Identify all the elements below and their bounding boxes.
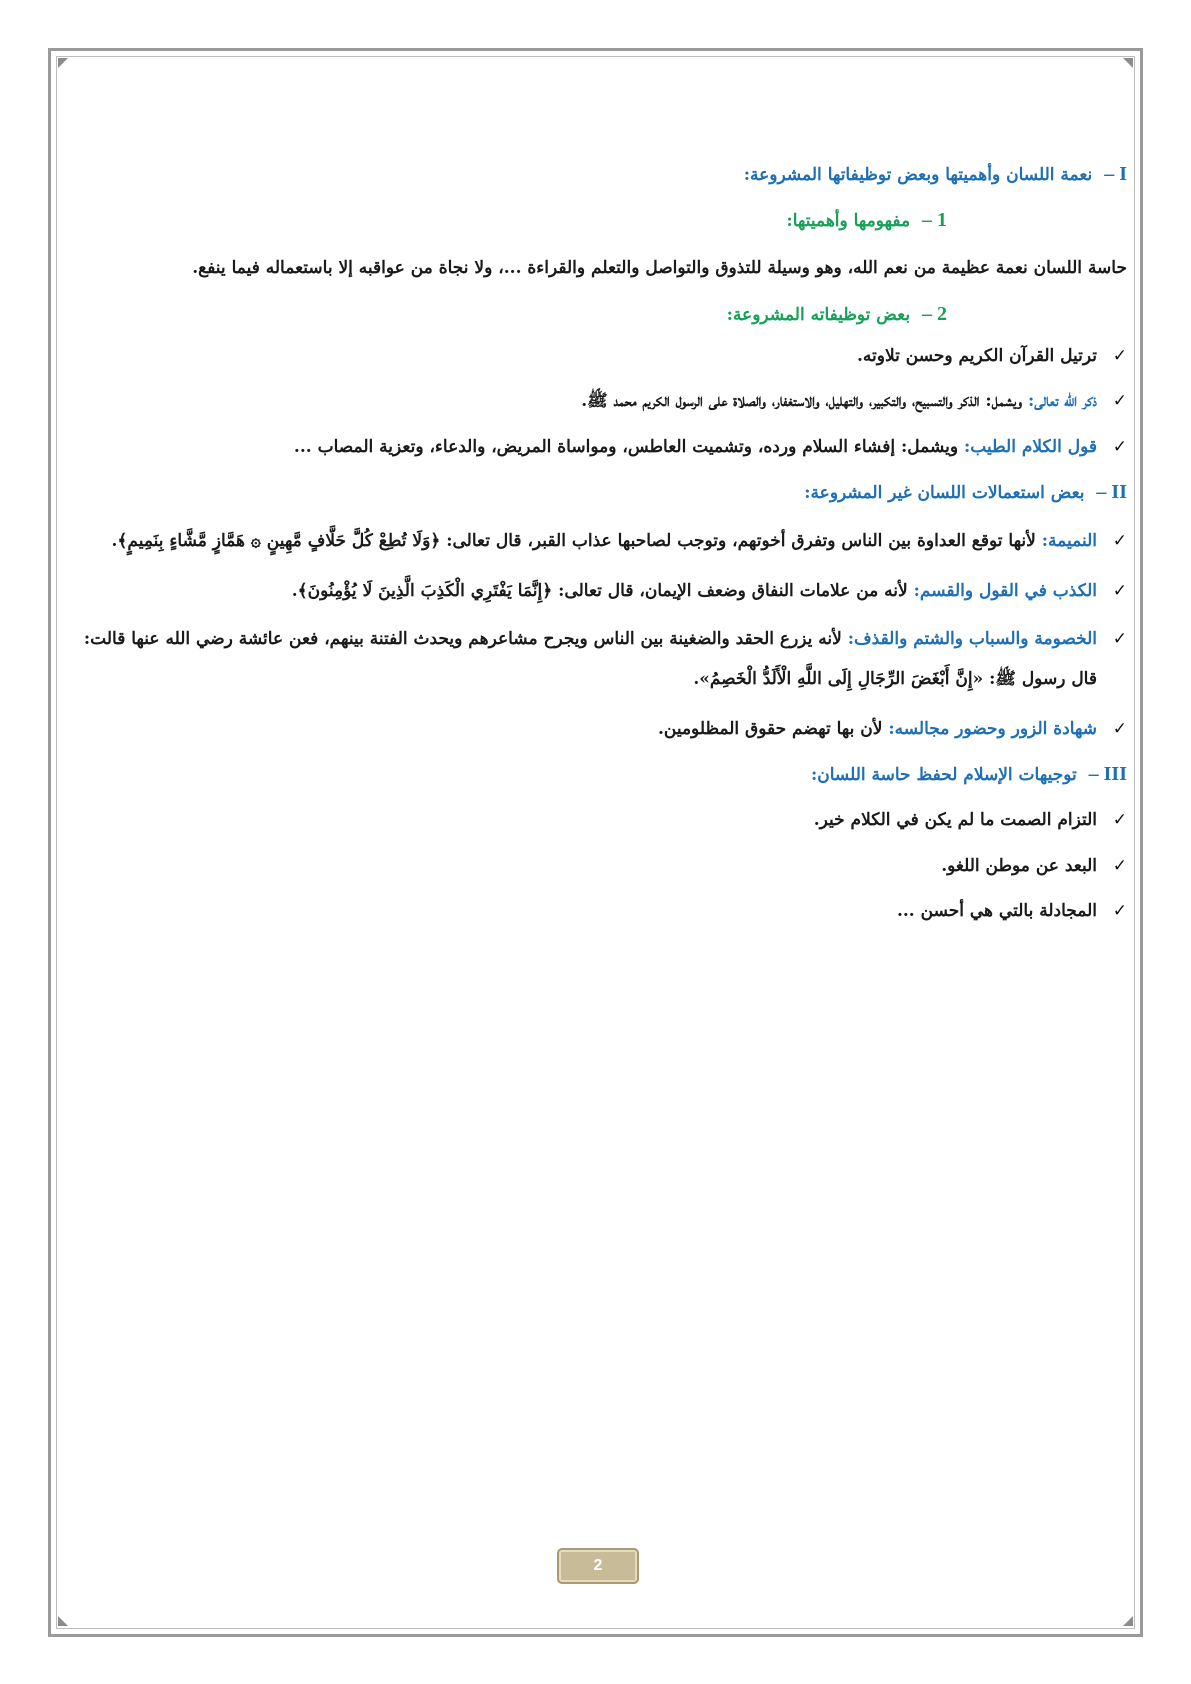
item-text: لأنه يزرع الحقد والضغينة بين الناس ويجرح مشاعرهم ويحدث الفتنة بينهم، فعن عائشة رضي الله عنها قالت: قال رسول ﷺ: «إِنَّ أَبْغَضَ الرِّجَالِ إِلَى اللَّهِ الْأَلَدُّ الْخَصِمُ».: [83, 629, 1097, 690]
page-number: 2: [593, 1557, 603, 1574]
corner-ornament-top-right: [1123, 58, 1133, 68]
item-term: الكذب في القول والقسم:: [913, 581, 1097, 602]
item-term: ذكر الله تعالى:: [1027, 391, 1097, 412]
check-icon: ✓: [1112, 901, 1127, 922]
item-text: لأن بها تهضم حقوق المظلومين.: [657, 719, 889, 740]
list-item: [66, 340, 1127, 372]
list-item: [66, 850, 1127, 882]
item-text: ويشمل: الذكر والتسبيح، والتكبير، والتهليل، والاستغفار، والصلاة على الرسول الكريم محمد ﷺ.: [581, 391, 1028, 412]
subsection-2-heading: [66, 298, 947, 330]
item-term: النميمة:: [1041, 531, 1097, 552]
item-term: شهادة الزور وحضور مجالسه:: [888, 719, 1097, 740]
definition-paragraph: حاسة اللسان نعمة عظيمة من نعم الله، وهو وسيلة للتذوق والتواصل والتعلم والقراءة ...، ولا نجاة من عواقبه إلا باستعماله فيما ينفع.: [192, 258, 1127, 278]
check-icon: ✓: [1112, 629, 1127, 650]
section-1-title: نعمة اللسان وأهميتها وبعض توظيفاتها المشروعة:: [743, 165, 1093, 185]
check-icon: ✓: [1112, 346, 1127, 367]
section-2-heading: [66, 476, 1127, 508]
section-3-heading: [66, 758, 1127, 790]
check-icon: ✓: [1112, 719, 1127, 740]
section-3-title: توجيهات الإسلام لحفظ حاسة اللسان:: [810, 765, 1077, 786]
section-1-number: I –: [1104, 163, 1127, 185]
item-text: المجادلة بالتي هي أحسن ...: [896, 901, 1097, 922]
corner-ornament-bottom-right: [1123, 1616, 1133, 1626]
item-term: قول الكلام الطيب:: [963, 436, 1097, 457]
subsection-1-heading: [66, 204, 947, 236]
item-text: البعد عن موطن اللغو.: [941, 855, 1097, 876]
subsection-1-number: 1 –: [922, 209, 947, 231]
list-item: [66, 575, 1127, 607]
section-2-title: بعض استعمالات اللسان غير المشروعة:: [804, 483, 1085, 504]
list-item: [66, 804, 1127, 836]
item-text: التزام الصمت ما لم يكن في الكلام خير.: [813, 810, 1097, 831]
check-icon: ✓: [1112, 855, 1127, 876]
list-item: [66, 522, 1127, 562]
check-icon: ✓: [1112, 810, 1127, 831]
check-icon: ✓: [1112, 531, 1127, 552]
corner-ornament-top-left: [58, 58, 68, 68]
check-icon: ✓: [1112, 581, 1127, 602]
list-item: [66, 713, 1127, 745]
list-item: [66, 895, 1127, 927]
subsection-2-title: بعض توظيفاته المشروعة:: [726, 305, 911, 326]
item-text: ترتيل القرآن الكريم وحسن تلاوته.: [856, 346, 1097, 367]
item-text: ويشمل: إفشاء السلام ورده، وتشميت العاطس، ومواساة المريض، والدعاء، وتعزية المصاب ...: [293, 436, 964, 457]
corner-ornament-bottom-left: [58, 1616, 68, 1626]
item-term: الخصومة والسباب والشتم والقذف:: [847, 629, 1097, 650]
item-text: لأنها توقع العداوة بين الناس وتفرق أخوتهم، وتوجب لصاحبها عذاب القبر، قال تعالى: ﴿وَلَا تُطِعْ كُلَّ حَلَّافٍ مَّهِينٍ ۞ هَمَّازٍ مَّشَّاءٍ بِنَمِيمٍ﴾.: [111, 531, 1042, 552]
subsection-1-title: مفهومها وأهميتها:: [786, 211, 911, 231]
item-text: لأنه من علامات النفاق وضعف الإيمان، قال تعالى: ﴿إِنَّمَا يَفْتَرِي الْكَذِبَ الَّذِينَ لَا يُؤْمِنُونَ﴾.: [291, 581, 914, 602]
subsection-2-number: 2 –: [922, 303, 947, 326]
section-3-number: III –: [1088, 763, 1127, 786]
check-icon: ✓: [1112, 391, 1127, 412]
section-2-number: II –: [1096, 481, 1127, 504]
list-item: [66, 431, 1127, 463]
page-number-badge: [557, 1548, 639, 1584]
list-item: [66, 620, 1127, 700]
section-1-heading: [66, 158, 1127, 190]
list-item: [66, 385, 1127, 417]
check-icon: ✓: [1112, 436, 1127, 457]
lesson-content: [66, 158, 1127, 940]
